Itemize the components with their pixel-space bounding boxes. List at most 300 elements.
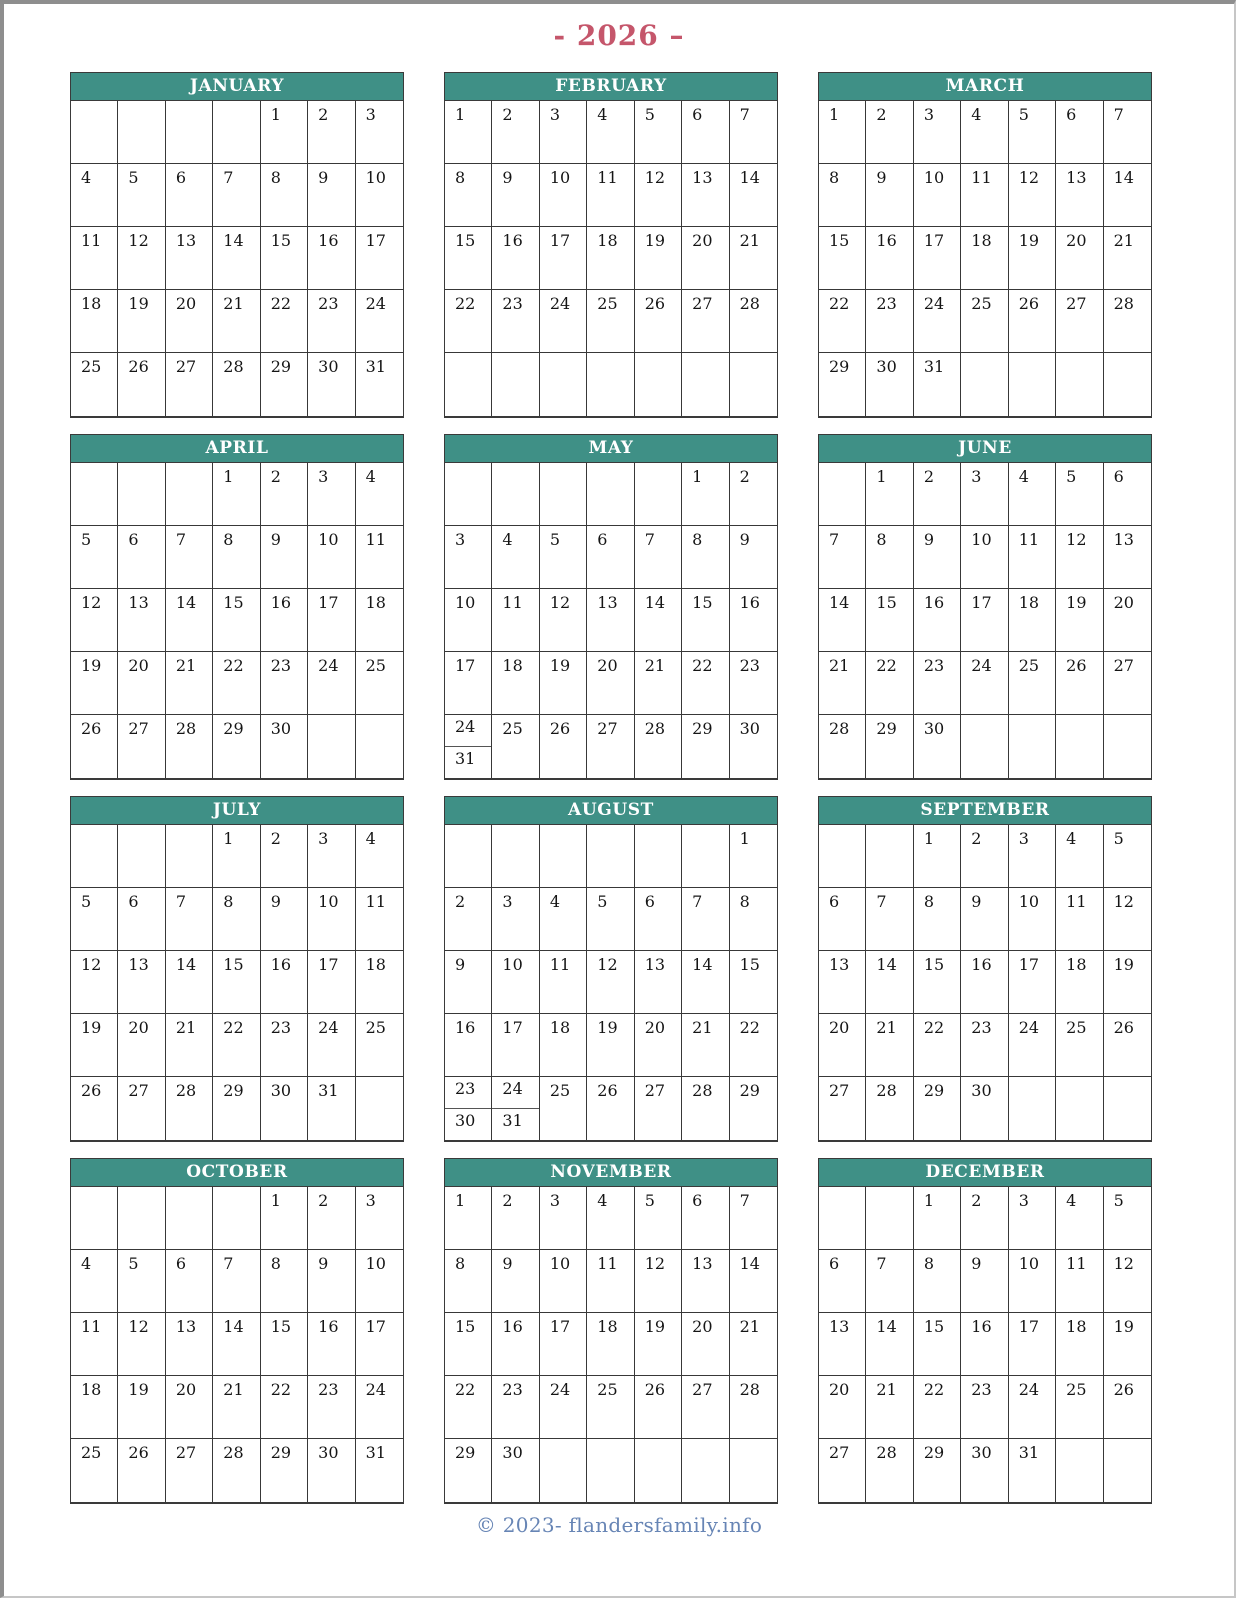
day-cell: 28	[1104, 290, 1151, 353]
day-cell: 2	[730, 463, 777, 526]
day-cell: 22	[445, 1376, 492, 1439]
day-cell: 6	[819, 1250, 866, 1313]
empty-day-cell	[445, 463, 492, 526]
month-may	[444, 434, 778, 780]
day-cell: 21	[166, 652, 213, 715]
empty-day-cell	[1056, 1439, 1103, 1502]
day-cell: 2	[961, 825, 1008, 888]
day-cell: 1	[914, 825, 961, 888]
day-cell: 17	[540, 1313, 587, 1376]
day-cell: 12	[587, 951, 634, 1014]
month-february	[444, 72, 778, 418]
day-cell: 27	[1104, 652, 1151, 715]
day-cell: 12	[635, 164, 682, 227]
day-cell: 22	[914, 1014, 961, 1077]
empty-day-cell	[308, 715, 355, 778]
day-cell: 25	[587, 290, 634, 353]
day-cell: 19	[1104, 1313, 1151, 1376]
month-header-april: APRIL	[70, 434, 404, 462]
month-october	[70, 1158, 404, 1504]
day-cell: 26	[1104, 1014, 1151, 1077]
day-cell: 8	[730, 888, 777, 951]
day-cell: 25	[540, 1077, 587, 1140]
day-cell: 8	[213, 888, 260, 951]
day-cell: 4	[71, 164, 118, 227]
day-cell: 5	[540, 526, 587, 589]
day-cell: 6	[682, 101, 729, 164]
day-cell: 3	[308, 463, 355, 526]
day-cell: 11	[71, 227, 118, 290]
day-cell: 14	[213, 1313, 260, 1376]
day-cell: 28	[213, 353, 260, 416]
day-cell: 16	[308, 1313, 355, 1376]
empty-day-cell	[587, 463, 634, 526]
day-cell: 27	[118, 1077, 165, 1140]
day-cell: 18	[1056, 951, 1103, 1014]
day-cell: 21	[635, 652, 682, 715]
day-cell: 1	[261, 101, 308, 164]
day-cell: 5	[635, 101, 682, 164]
day-cell: 18	[1056, 1313, 1103, 1376]
day-cell: 10	[914, 164, 961, 227]
day-cell: 24	[540, 290, 587, 353]
day-cell: 5	[1104, 1187, 1151, 1250]
day-cell: 25	[961, 290, 1008, 353]
day-cell: 9	[308, 164, 355, 227]
day-cell: 5	[1104, 825, 1151, 888]
day-cell: 4	[587, 1187, 634, 1250]
day-cell: 30	[308, 1439, 355, 1502]
day-cell: 21	[682, 1014, 729, 1077]
day-cell: 16	[961, 1313, 1008, 1376]
day-cell: 31	[365, 1443, 386, 1462]
day-cell: 30	[261, 1077, 308, 1140]
empty-day-cell	[1104, 353, 1151, 416]
empty-day-cell	[213, 1187, 260, 1250]
empty-day-cell	[682, 825, 729, 888]
empty-day-cell	[1009, 715, 1056, 778]
day-cell: 1	[213, 463, 260, 526]
empty-day-cell	[166, 463, 213, 526]
day-cell: 25	[356, 652, 403, 715]
day-cell: 24	[308, 1014, 355, 1077]
day-cell: 12	[118, 1313, 165, 1376]
day-cell: 8	[866, 526, 913, 589]
month-header-july: JULY	[70, 796, 404, 824]
empty-day-cell	[635, 463, 682, 526]
empty-day-cell	[213, 101, 260, 164]
day-cell: 26	[635, 290, 682, 353]
day-cell: 11	[961, 164, 1008, 227]
month-january	[70, 72, 404, 418]
day-cell: 17	[914, 227, 961, 290]
day-cell: 27	[819, 1077, 866, 1140]
day-cell: 19	[1056, 589, 1103, 652]
day-cell: 28	[166, 715, 213, 778]
day-cell: 11	[356, 526, 403, 589]
day-cell: 19	[118, 290, 165, 353]
day-cell: 6	[118, 888, 165, 951]
day-cell: 2	[445, 888, 492, 951]
day-cell: 20	[1056, 227, 1103, 290]
day-cell: 22	[914, 1376, 961, 1439]
day-cell: 6	[1104, 463, 1151, 526]
day-cell: 4	[71, 1250, 118, 1313]
empty-day-cell	[682, 353, 729, 416]
empty-day-cell	[166, 1187, 213, 1250]
day-cell: 14	[730, 164, 777, 227]
day-cell: 6	[682, 1187, 729, 1250]
day-cell: 10	[540, 1250, 587, 1313]
day-cell: 10	[308, 888, 355, 951]
empty-day-cell	[356, 1077, 403, 1140]
empty-day-cell	[866, 825, 913, 888]
day-cell: 13	[819, 1313, 866, 1376]
day-cell-split	[445, 715, 492, 778]
day-cell: 12	[1009, 164, 1056, 227]
day-cell: 20	[682, 227, 729, 290]
day-cell: 27	[682, 1376, 729, 1439]
empty-day-cell	[1056, 353, 1103, 416]
footer-credit-link[interactable]: © 2023- flandersfamily.info	[475, 1513, 763, 1537]
day-cell: 29	[213, 1077, 260, 1140]
empty-day-cell	[730, 353, 777, 416]
month-august	[444, 796, 778, 1142]
day-cell: 15	[914, 1313, 961, 1376]
day-cell: 23	[308, 290, 355, 353]
day-cell: 22	[682, 652, 729, 715]
month-header-march: MARCH	[818, 72, 1152, 100]
day-cell: 5	[1056, 463, 1103, 526]
day-cell: 19	[71, 652, 118, 715]
empty-day-cell	[1056, 715, 1103, 778]
day-cell: 8	[445, 164, 492, 227]
day-cell: 1	[819, 101, 866, 164]
day-cell: 10	[445, 589, 492, 652]
day-cell: 31	[1009, 1439, 1056, 1502]
day-cell: 2	[866, 101, 913, 164]
day-cell: 6	[587, 526, 634, 589]
day-cell: 21	[819, 652, 866, 715]
day-cell: 30	[961, 1077, 1008, 1140]
day-cell: 13	[118, 589, 165, 652]
day-cell: 27	[587, 715, 634, 778]
day-cell: 18	[587, 227, 634, 290]
day-cell: 23	[866, 290, 913, 353]
month-september	[818, 796, 1152, 1142]
day-cell: 27	[166, 353, 213, 416]
day-cell: 4	[356, 463, 403, 526]
day-cell: 18	[71, 290, 118, 353]
day-cell: 20	[118, 652, 165, 715]
day-cell: 29	[261, 1439, 308, 1502]
empty-day-cell	[166, 825, 213, 888]
day-cell: 25	[1056, 1014, 1103, 1077]
empty-day-cell	[492, 825, 539, 888]
day-cell: 11	[1056, 888, 1103, 951]
month-header-february: FEBRUARY	[444, 72, 778, 100]
day-cell: 2	[261, 825, 308, 888]
day-cell: 17	[1009, 951, 1056, 1014]
month-grid-july	[70, 824, 404, 1142]
day-cell: 30	[308, 353, 355, 416]
day-number: 31	[455, 748, 476, 768]
day-cell: 28	[635, 715, 682, 778]
empty-day-cell	[71, 1187, 118, 1250]
day-cell: 7	[730, 101, 777, 164]
day-cell: 10	[356, 1250, 403, 1313]
day-cell: 12	[1104, 888, 1151, 951]
month-header-october: OCTOBER	[70, 1158, 404, 1186]
day-cell: 4	[1056, 1187, 1103, 1250]
month-header-august: AUGUST	[444, 796, 778, 824]
day-cell: 15	[213, 951, 260, 1014]
day-cell: 29	[914, 1077, 961, 1140]
day-cell: 26	[71, 1077, 118, 1140]
day-cell: 12	[71, 951, 118, 1014]
day-cell: 4	[356, 825, 403, 888]
day-cell: 29	[261, 353, 308, 416]
day-cell: 12	[118, 227, 165, 290]
day-cell: 14	[866, 951, 913, 1014]
day-cell: 28	[866, 1077, 913, 1140]
day-cell: 29	[739, 1081, 760, 1100]
day-cell: 13	[166, 227, 213, 290]
empty-day-cell	[587, 1439, 634, 1502]
day-cell: 7	[166, 888, 213, 951]
day-cell: 20	[166, 290, 213, 353]
empty-day-cell	[1104, 1439, 1151, 1502]
day-cell: 8	[261, 1250, 308, 1313]
month-june	[818, 434, 1152, 780]
day-cell: 1	[682, 463, 729, 526]
day-cell: 26	[540, 715, 587, 778]
day-cell: 19	[635, 1313, 682, 1376]
day-cell: 24	[961, 652, 1008, 715]
day-cell: 7	[682, 888, 729, 951]
day-cell: 4	[1009, 463, 1056, 526]
empty-day-cell	[682, 1439, 729, 1502]
day-cell: 7	[166, 526, 213, 589]
day-number: 31	[502, 1110, 523, 1130]
day-cell: 3	[492, 888, 539, 951]
empty-day-cell	[445, 825, 492, 888]
day-cell: 3	[540, 101, 587, 164]
day-cell: 11	[587, 164, 634, 227]
day-cell: 9	[492, 1250, 539, 1313]
empty-day-cell	[492, 463, 539, 526]
day-cell: 28	[213, 1439, 260, 1502]
months-grid	[70, 72, 1234, 1504]
day-cell: 12	[1104, 1250, 1151, 1313]
day-cell: 6	[635, 888, 682, 951]
day-cell: 16	[866, 227, 913, 290]
day-cell: 17	[356, 227, 403, 290]
day-cell: 7	[213, 1250, 260, 1313]
day-cell: 21	[866, 1014, 913, 1077]
day-cell: 23	[961, 1014, 1008, 1077]
day-cell: 21	[213, 290, 260, 353]
day-cell: 26	[118, 353, 165, 416]
day-cell: 8	[213, 526, 260, 589]
day-cell: 17	[540, 227, 587, 290]
day-cell: 2	[261, 463, 308, 526]
month-december	[818, 1158, 1152, 1504]
day-cell: 17	[356, 1313, 403, 1376]
day-cell: 15	[261, 227, 308, 290]
day-cell: 25	[587, 1376, 634, 1439]
day-cell: 28	[730, 290, 777, 353]
day-cell: 6	[819, 888, 866, 951]
day-cell: 18	[71, 1376, 118, 1439]
day-cell: 19	[635, 227, 682, 290]
day-cell: 15	[819, 227, 866, 290]
empty-day-cell	[730, 1439, 777, 1502]
day-cell: 22	[213, 652, 260, 715]
day-cell: 7	[1104, 101, 1151, 164]
day-cell: 1	[914, 1187, 961, 1250]
day-cell: 9	[261, 526, 308, 589]
month-july	[70, 796, 404, 1142]
day-cell: 7	[730, 1187, 777, 1250]
day-cell: 26	[635, 1376, 682, 1439]
day-cell: 27	[118, 715, 165, 778]
empty-day-cell	[118, 1187, 165, 1250]
day-cell: 22	[730, 1014, 777, 1077]
day-cell: 11	[356, 888, 403, 951]
day-cell: 19	[1009, 227, 1056, 290]
day-cell: 2	[914, 463, 961, 526]
day-cell: 23	[492, 290, 539, 353]
day-cell: 10	[961, 526, 1008, 589]
day-cell: 12	[1056, 526, 1103, 589]
year-title: - 2026 –	[553, 19, 685, 52]
day-cell: 6	[1056, 101, 1103, 164]
day-cell: 23	[492, 1376, 539, 1439]
day-cell: 27	[1056, 290, 1103, 353]
day-cell: 27	[682, 290, 729, 353]
day-cell: 18	[356, 589, 403, 652]
day-cell: 1	[445, 101, 492, 164]
day-cell: 19	[1104, 951, 1151, 1014]
month-grid-november	[444, 1186, 778, 1504]
day-cell: 12	[635, 1250, 682, 1313]
empty-day-cell	[540, 1439, 587, 1502]
day-cell: 5	[1009, 101, 1056, 164]
day-cell: 23	[914, 652, 961, 715]
day-cell: 22	[445, 290, 492, 353]
day-cell: 9	[445, 951, 492, 1014]
day-cell: 3	[961, 463, 1008, 526]
empty-day-cell	[1009, 1077, 1056, 1140]
month-grid-april	[70, 462, 404, 780]
day-cell: 11	[540, 951, 587, 1014]
day-cell: 26	[1056, 652, 1103, 715]
day-cell: 28	[866, 1439, 913, 1502]
day-cell: 11	[71, 1313, 118, 1376]
day-cell: 18	[1009, 589, 1056, 652]
day-cell: 14	[213, 227, 260, 290]
day-cell: 23	[308, 1376, 355, 1439]
empty-day-cell	[71, 463, 118, 526]
day-cell: 16	[261, 589, 308, 652]
day-cell: 27	[166, 1439, 213, 1502]
month-grid-march	[818, 100, 1152, 418]
day-cell: 13	[166, 1313, 213, 1376]
day-number: 24	[445, 715, 491, 747]
day-cell: 12	[540, 589, 587, 652]
day-cell: 25	[492, 715, 539, 778]
month-header-december: DECEMBER	[818, 1158, 1152, 1186]
day-number: 23	[445, 1077, 491, 1109]
month-grid-january	[70, 100, 404, 418]
day-cell: 22	[261, 290, 308, 353]
empty-day-cell	[635, 825, 682, 888]
day-cell: 29	[213, 715, 260, 778]
day-cell: 6	[166, 1250, 213, 1313]
day-cell: 26	[1104, 1376, 1151, 1439]
day-cell: 8	[914, 1250, 961, 1313]
day-cell: 16	[492, 1313, 539, 1376]
day-cell: 14	[682, 951, 729, 1014]
day-cell: 7	[635, 526, 682, 589]
day-cell: 30	[866, 353, 913, 416]
day-cell: 10	[1009, 1250, 1056, 1313]
day-cell: 21	[166, 1014, 213, 1077]
day-cell: 17	[308, 951, 355, 1014]
day-cell: 11	[492, 589, 539, 652]
day-cell: 8	[445, 1250, 492, 1313]
day-cell: 1	[445, 1187, 492, 1250]
day-cell: 6	[118, 526, 165, 589]
day-cell: 24	[1009, 1376, 1056, 1439]
day-cell: 23	[261, 1014, 308, 1077]
day-cell: 20	[1104, 589, 1151, 652]
day-cell: 20	[819, 1376, 866, 1439]
day-cell: 21	[866, 1376, 913, 1439]
day-cell: 4	[587, 101, 634, 164]
day-cell: 9	[914, 526, 961, 589]
day-cell: 5	[118, 1250, 165, 1313]
day-cell: 24	[540, 1376, 587, 1439]
day-cell: 17	[445, 652, 492, 715]
month-april	[70, 434, 404, 780]
day-cell: 17	[308, 589, 355, 652]
day-cell-split	[445, 1077, 492, 1140]
day-cell: 16	[961, 951, 1008, 1014]
day-cell: 8	[914, 888, 961, 951]
day-cell: 5	[587, 888, 634, 951]
day-cell: 15	[445, 1313, 492, 1376]
day-cell: 27	[819, 1439, 866, 1502]
month-header-january: JANUARY	[70, 72, 404, 100]
day-cell: 1	[261, 1187, 308, 1250]
month-header-november: NOVEMBER	[444, 1158, 778, 1186]
day-cell: 24	[356, 290, 403, 353]
day-cell: 9	[492, 164, 539, 227]
day-cell: 29	[866, 715, 913, 778]
empty-day-cell	[540, 463, 587, 526]
day-cell: 13	[682, 1250, 729, 1313]
day-cell: 14	[166, 951, 213, 1014]
day-cell: 25	[356, 1014, 403, 1077]
empty-day-cell	[1104, 715, 1151, 778]
day-cell: 21	[730, 227, 777, 290]
day-cell: 22	[819, 290, 866, 353]
day-cell: 2	[308, 101, 355, 164]
day-cell: 2	[492, 1187, 539, 1250]
day-cell: 13	[682, 164, 729, 227]
